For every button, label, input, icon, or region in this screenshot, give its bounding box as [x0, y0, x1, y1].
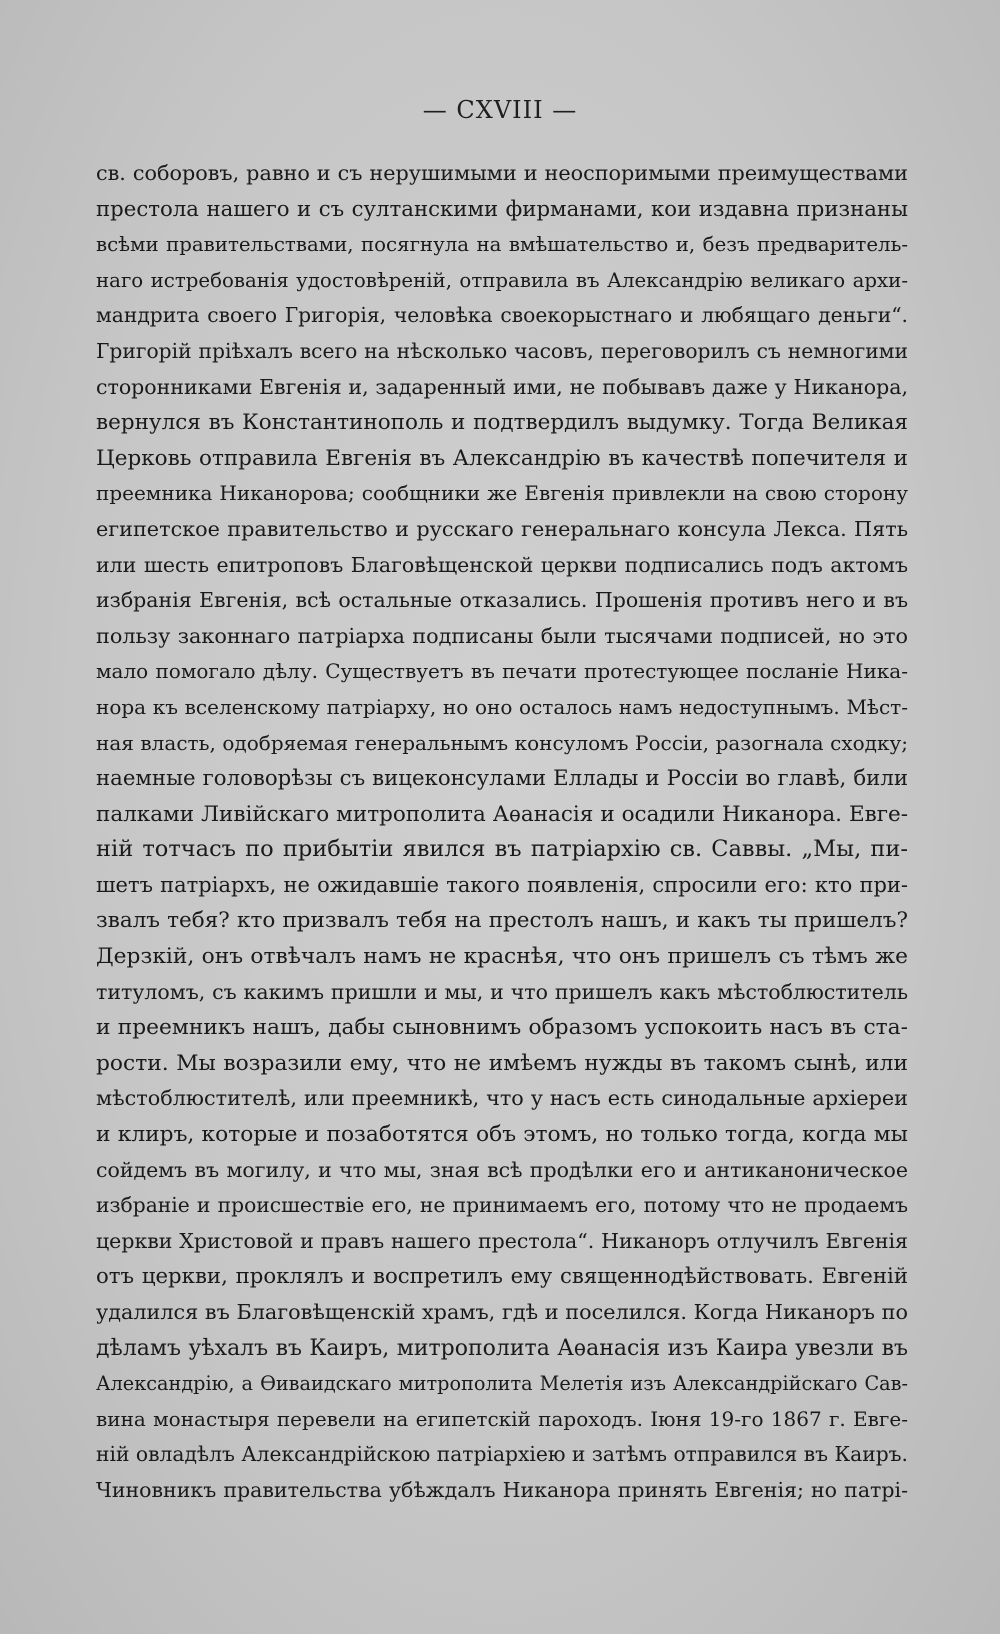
text-line: Чиновникъ правительства убѣждалъ Никанора принять Евгенія; но патрі- — [96, 1477, 908, 1502]
text-line: рости. Мы возразили ему, что не имѣемъ нужды въ такомъ сынѣ, или — [96, 1050, 908, 1076]
text-line: церкви Христовой и правъ нашего престола“. Никаноръ отлучилъ Евгенія — [96, 1228, 908, 1253]
text-line: мандрита своего Григорія, человѣка своекорыстнаго и любящаго деньги“. — [96, 303, 908, 328]
text-line: отъ церкви, проклялъ и воспретилъ ему священнодѣйствовать. Евгеній — [96, 1264, 908, 1290]
body-text — [96, 156, 908, 1509]
text-line: вернулся въ Константинополь и подтвердилъ выдумку. Тогда Великая — [96, 410, 908, 436]
text-line: избраніе и происшествіе его, не принимаемъ его, потому что не продаемъ — [96, 1193, 908, 1218]
text-line: сойдемъ въ могилу, и что мы, зная всѣ продѣлки его и антиканоническое — [96, 1157, 908, 1182]
text-line: Церковь отправила Евгенія въ Александрію въ качествѣ попечителя и — [96, 445, 908, 471]
text-line: св. соборовъ, равно и съ нерушимыми и неоспоримыми преимуществами — [96, 161, 908, 185]
text-line: наго истребованія удостовѣреній, отправила въ Александрію великаго архи- — [96, 268, 908, 292]
text-line: престола нашего и съ султанскими фирманами, кои издавна признаны — [96, 196, 908, 222]
text-line: шетъ патріархъ, не ожидавшіе такого появленія, спросили его: кто при- — [96, 872, 908, 897]
text-line: Александрію, а Ѳиваидскаго митрополита Мелетія изъ Александрійскаго Сав- — [96, 1372, 908, 1396]
text-line: ній тотчасъ по прибытіи явился въ патріархію св. Саввы. „Мы, пи- — [96, 836, 908, 863]
text-line: ній овладѣлъ Александрійскою патріархіею и затѣмъ отправился въ Каиръ. — [96, 1442, 908, 1467]
text-line: наемные головорѣзы съ вицеконсулами Еллады и Россіи во главѣ, били — [96, 766, 908, 792]
text-line: Григорій пріѣхалъ всего на нѣсколько часовъ, переговорилъ съ немногими — [96, 338, 908, 363]
text-line: преемника Никанорова; сообщники же Евгенія привлекли на свою сторону — [96, 481, 908, 506]
text-line: удалился въ Благовѣщенскій храмъ, гдѣ и поселился. Когда Никаноръ по — [96, 1300, 908, 1324]
text-line: вина монастыря перевели на египетскій пароходъ. Іюня 19-го 1867 г. Евге- — [96, 1406, 908, 1431]
page-number-header: — CXVIII — — [422, 96, 578, 124]
text-line: избранія Евгенія, всѣ остальные отказались. Прошенія противъ него и въ — [96, 588, 908, 613]
text-line: дѣламъ уѣхалъ въ Каиръ, митрополита Аѳанасія изъ Каира увезли въ — [96, 1335, 908, 1361]
text-line: ная власть, одобряемая генеральнымъ консуломъ Россіи, разогнала сходку; — [96, 730, 908, 755]
text-line: мало помогало дѣлу. Существуетъ въ печати протестующее посланіе Ника- — [96, 659, 908, 684]
text-line: пользу законнаго патріарха подписаны были тысячами подписей, но это — [96, 623, 908, 648]
text-line: звалъ тебя? кто призвалъ тебя на престолъ нашъ, и какъ ты пришелъ? — [96, 908, 908, 934]
text-line: всѣми правительствами, посягнула на вмѣшательство и, безъ предваритель- — [96, 233, 908, 257]
text-line: титуломъ, съ какимъ пришли и мы, и что пришелъ какъ мѣстоблюститель — [96, 979, 908, 1004]
text-line: и преемникъ нашъ, дабы сыновнимъ образомъ успокоить насъ въ ста- — [96, 1015, 908, 1041]
text-line: палками Ливійскаго митрополита Аѳанасія и осадили Никанора. Евге- — [96, 801, 908, 827]
text-line: нора къ вселенскому патріарху, но оно осталось намъ недоступнымъ. Мѣст- — [96, 694, 908, 719]
text-line: или шесть епитроповъ Благовѣщенской церкви подписались подъ актомъ — [96, 552, 908, 577]
text-line: египетское правительство и русскаго генеральнаго консула Лекса. Пять — [96, 516, 908, 541]
text-line: Дерзкій, онъ отвѣчалъ намъ не краснѣя, что онъ пришелъ съ тѣмъ же — [96, 944, 908, 970]
text-line: сторонниками Евгенія и, задаренный ими, не побывавъ даже у Никанора, — [96, 374, 908, 399]
text-line: мѣстоблюстителѣ, или преемникѣ, что у насъ есть синодальные архіереи — [96, 1086, 908, 1111]
text-line: и клиръ, которые и позаботятся объ этомъ, но только тогда, когда мы — [96, 1122, 908, 1148]
